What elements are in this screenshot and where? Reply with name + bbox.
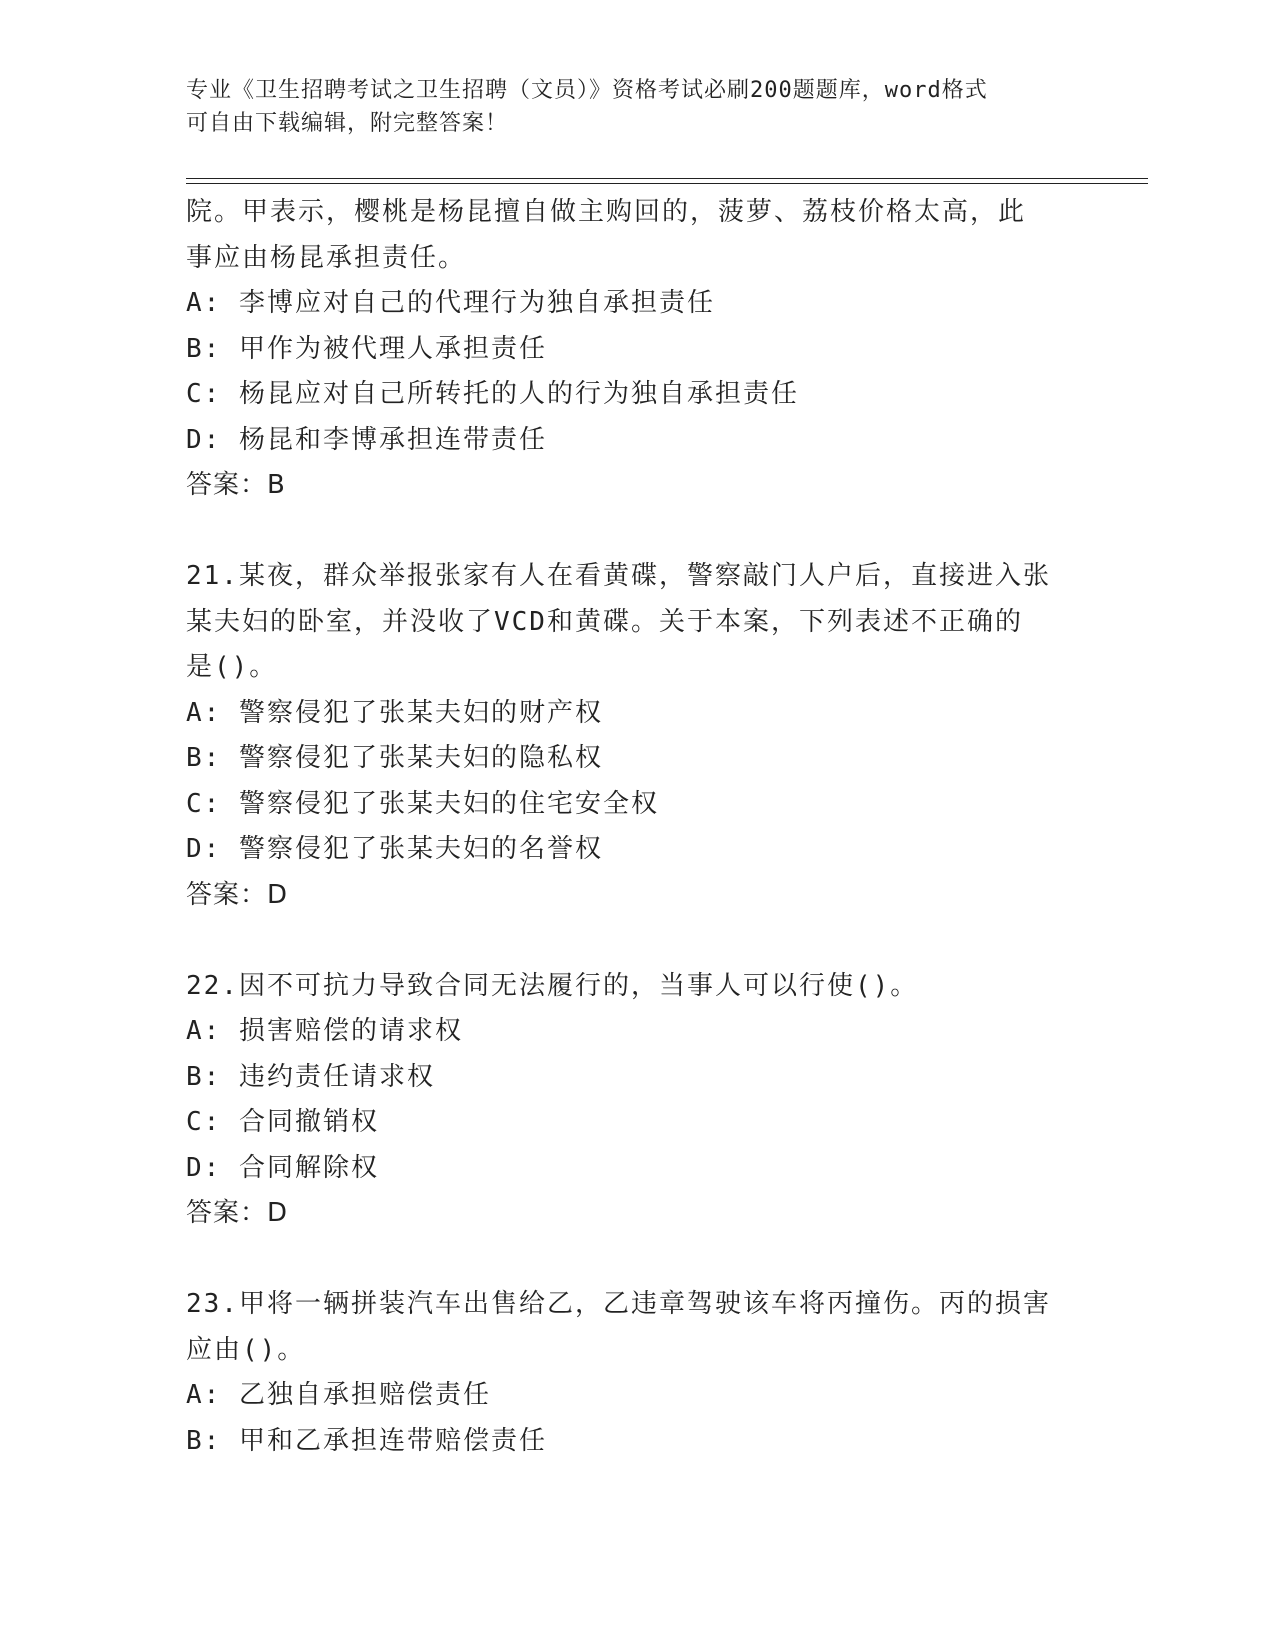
answer-line: 答案：B: [186, 470, 286, 500]
option-a: A: 乙独自承担赔偿责任: [186, 1380, 491, 1410]
spacer: [186, 918, 1086, 964]
option-d: D: 杨昆和李博承担连带责任: [186, 424, 547, 455]
option-a: A: 李博应对自己的代理行为独自承担责任: [186, 288, 715, 318]
answer-line: 答案：D: [186, 1198, 289, 1228]
question-text-line: 应由()。: [186, 1334, 306, 1365]
header-title-line-1: 专业《卫生招聘考试之卫生招聘（文员）》资格考试必刷200题题库，word格式: [186, 78, 988, 103]
option-b: B: 甲作为被代理人承担责任: [186, 333, 547, 364]
spacer: [186, 1237, 1086, 1283]
option-d: D: 合同解除权: [186, 1152, 379, 1183]
document-body: [186, 190, 1086, 1464]
question-text-line: 23.甲将一辆拼装汽车出售给乙，乙违章驾驶该车将丙撞伤。丙的损害: [186, 1289, 1051, 1319]
answer-line: 答案：D: [186, 879, 289, 910]
header-divider-bottom: [186, 183, 1148, 184]
option-c: C: 警察侵犯了张某夫妇的住宅安全权: [186, 788, 659, 819]
document-header: [186, 74, 1066, 140]
question-block-continued: [186, 190, 1086, 509]
option-b: B: 违约责任请求权: [186, 1061, 435, 1092]
option-a: A: 损害赔偿的请求权: [186, 1016, 463, 1046]
question-text-line: 某夫妇的卧室，并没收了VCD和黄碟。关于本案，下列表述不正确的: [186, 606, 1023, 637]
question-text-line: 22.因不可抗力导致合同无法履行的，当事人可以行使()。: [186, 970, 919, 1001]
question-block-23: [186, 1282, 1086, 1464]
question-text-line: 21.某夜，群众举报张家有人在看黄碟，警察敲门人户后，直接进入张: [186, 561, 1051, 591]
header-divider-top: [186, 178, 1148, 179]
header-title-line-2: 可自由下载编辑，附完整答案！: [186, 111, 509, 136]
question-block-22: [186, 964, 1086, 1237]
question-text-line: 事应由杨昆承担责任。: [186, 242, 467, 273]
option-d: D: 警察侵犯了张某夫妇的名誉权: [186, 834, 603, 864]
question-block-21: [186, 554, 1086, 918]
question-text-line: 是()。: [186, 652, 278, 682]
option-a: A: 警察侵犯了张某夫妇的财产权: [186, 697, 603, 728]
spacer: [186, 509, 1086, 555]
option-b: B: 甲和乙承担连带赔偿责任: [186, 1425, 547, 1456]
option-c: C: 合同撤销权: [186, 1107, 379, 1137]
option-c: C: 杨昆应对自己所转托的人的行为独自承担责任: [186, 379, 799, 409]
option-b: B: 警察侵犯了张某夫妇的隐私权: [186, 743, 603, 773]
question-text-line: 院。甲表示，樱桃是杨昆擅自做主购回的，菠萝、荔枝价格太高，此: [186, 197, 1027, 227]
